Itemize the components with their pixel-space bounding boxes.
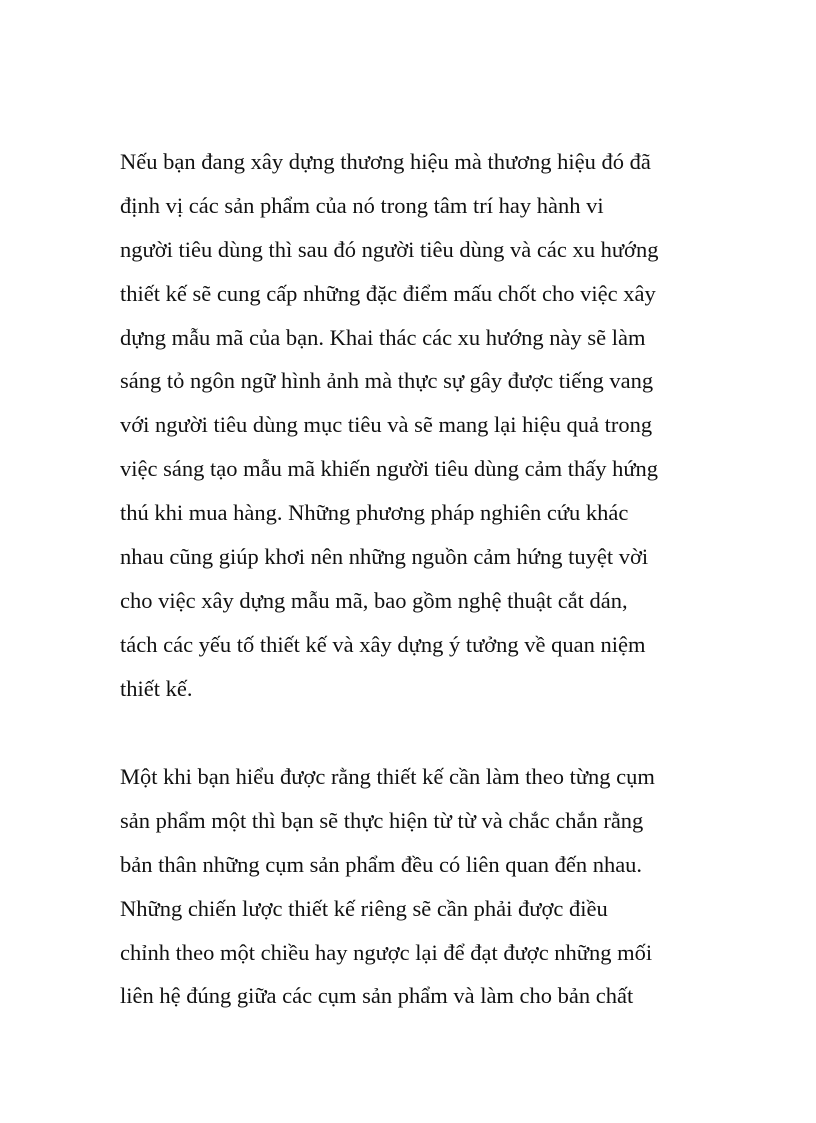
- paragraph-line: dựng mẫu mã của bạn. Khai thác các xu hướng này sẽ làm: [120, 324, 646, 350]
- paragraph-line: nhau cũng giúp khơi nên những nguồn cảm hứng tuyệt vời: [120, 544, 649, 570]
- paragraph-line: Những chiến lược thiết kế riêng sẽ cần phải được điều: [120, 895, 608, 921]
- paragraph-line: bản thân những cụm sản phẩm đều có liên quan đến nhau.: [120, 851, 643, 877]
- paragraph-line: Một khi bạn hiểu được rằng thiết kế cần làm theo từng cụm: [120, 764, 655, 789]
- paragraph-line: cho việc xây dựng mẫu mã, bao gồm nghệ thuật cắt dán,: [120, 587, 628, 613]
- paragraph-line: sáng tỏ ngôn ngữ hình ảnh mà thực sự gây được tiếng vang: [120, 368, 654, 394]
- paragraph-1: [120, 140, 710, 711]
- paragraph-line: thiết kế sẽ cung cấp những đặc điểm mấu chốt cho việc xây: [120, 280, 656, 306]
- paragraph-line: Nếu bạn đang xây dựng thương hiệu mà thương hiệu đó đã: [120, 149, 651, 174]
- paragraph-line: tách các yếu tố thiết kế và xây dựng ý tưởng về quan niệm: [120, 631, 646, 657]
- paragraph-line: người tiêu dùng thì sau đó người tiêu dùng và các xu hướng: [120, 236, 659, 262]
- paragraph-line: định vị các sản phẩm của nó trong tâm trí hay hành vi: [120, 192, 604, 218]
- paragraph-line: liên hệ đúng giữa các cụm sản phẩm và làm cho bản chất: [120, 983, 634, 1009]
- paragraph-line: thú khi mua hàng. Những phương pháp nghiên cứu khác: [120, 500, 629, 526]
- paragraph-line: với người tiêu dùng mục tiêu và sẽ mang lại hiệu quả trong: [120, 412, 653, 438]
- paragraph-line: việc sáng tạo mẫu mã khiến người tiêu dùng cảm thấy hứng: [120, 456, 659, 482]
- paragraph-line: sản phẩm một thì bạn sẽ thực hiện từ từ và chắc chắn rằng: [120, 807, 644, 833]
- paragraph-line: chỉnh theo một chiều hay ngược lại để đạt được những mối: [120, 939, 653, 965]
- paragraph-line: thiết kế.: [120, 675, 193, 701]
- paragraph-2: [120, 755, 710, 1018]
